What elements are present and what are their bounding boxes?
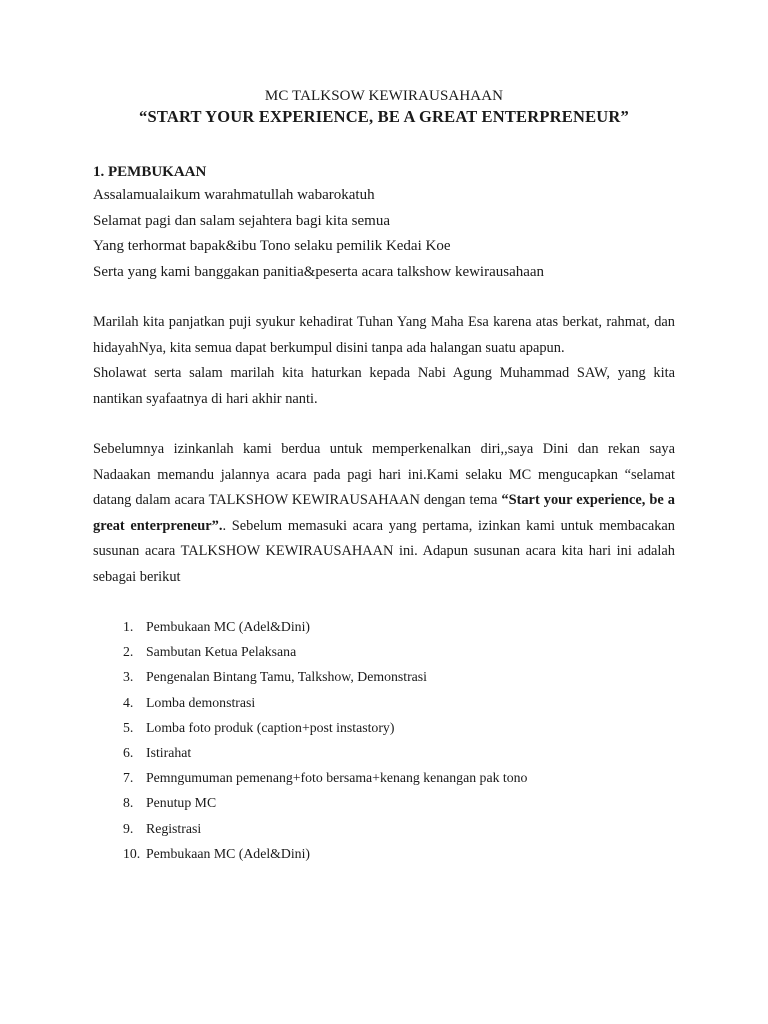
section-heading: 1. PEMBUKAAN (93, 164, 207, 180)
list-item-text: Pemngumuman pemenang+foto bersama+kenang kenangan pak tono (146, 770, 528, 786)
list-item-text: Penutup MC (146, 795, 217, 811)
intro-text-part2: . Sebelum memasuki acara yang pertama, izinkan kami untuk membacakan susunan acara TALKSHOW KEWIRAUSAHAAN ini. Adapun susunan acara kita hari ini adalah sebagai berikut (93, 517, 675, 585)
list-item-number: 7. (123, 770, 134, 786)
list-item (123, 816, 675, 841)
list-item-number: 6. (123, 745, 134, 761)
greeting-line: Serta yang kami banggakan panitia&peserta acara talkshow kewirausahaan (93, 263, 545, 280)
greeting-line: Selamat pagi dan salam sejahtera bagi kita semua (93, 212, 390, 229)
list-item (123, 614, 675, 639)
list-item-text: Lomba demonstrasi (146, 694, 256, 710)
list-item-text: Istirahat (146, 745, 192, 761)
document-title: MC TALKSOW KEWIRAUSAHAAN (264, 88, 504, 104)
list-item-number: 1. (123, 619, 134, 634)
list-item-text: Lomba foto produk (caption+post instastory) (146, 719, 395, 735)
list-item-number: 9. (123, 820, 134, 836)
list-item-text: Sambutan Ketua Pelaksana (146, 644, 297, 660)
intro-text-part1: Sebelumnya izinkanlah kami berdua untuk memperkenalkan diri,,saya Dini dan rekan saya Nadaakan memandu jalannya acara pada pagi hari ini.Kami selaku MC mengucapkan “selamat datang dalam acara TALKSHOW KEWIRAUSAHAAN dengan tema (93, 441, 675, 508)
greeting-line: Assalamualaikum warahmatullah wabarokatuh (93, 187, 375, 203)
document-subtitle: “START YOUR EXPERIENCE, BE A GREAT ENTERPRENEUR” (139, 107, 629, 126)
list-item (123, 790, 675, 815)
list-item (123, 639, 675, 664)
list-item-number: 3. (123, 669, 134, 685)
list-item (123, 715, 675, 740)
agenda-list (93, 614, 675, 866)
list-item (123, 664, 675, 689)
list-item-text: Registrasi (146, 820, 202, 836)
list-item-number: 10. (123, 845, 141, 861)
list-item-number: 4. (123, 694, 134, 710)
list-item (123, 690, 675, 715)
greeting-block (93, 183, 675, 285)
list-item-text: Pembukaan MC (Adel&Dini) (146, 619, 311, 634)
list-item-text: Pembukaan MC (Adel&Dini) (146, 845, 311, 861)
list-item (123, 841, 675, 866)
list-item-number: 8. (123, 795, 134, 811)
list-item-number: 2. (123, 644, 134, 660)
paragraph-gratitude: Marilah kita panjatkan puji syukur kehadirat Tuhan Yang Maha Esa karena atas berkat, rahmat, dan hidayahNya, kita semua dapat berkumpul disini tanpa ada halangan suatu apapun. (93, 314, 675, 356)
intro-theme: “Start your experience, be a great enterpreneur”. (93, 492, 675, 534)
paragraph-introduction (93, 437, 675, 590)
paragraph-sholawat: Sholawat serta salam marilah kita haturkan kepada Nabi Agung Muhammad SAW, yang kita nantikan syafaatnya di hari akhir nanti. (93, 365, 675, 407)
list-item (123, 765, 675, 790)
list-item-number: 5. (123, 719, 134, 735)
list-item-text: Pengenalan Bintang Tamu, Talkshow, Demonstrasi (146, 669, 427, 685)
list-item (123, 740, 675, 765)
greeting-line: Yang terhormat bapak&ibu Tono selaku pemilik Kedai Koe (93, 238, 451, 254)
